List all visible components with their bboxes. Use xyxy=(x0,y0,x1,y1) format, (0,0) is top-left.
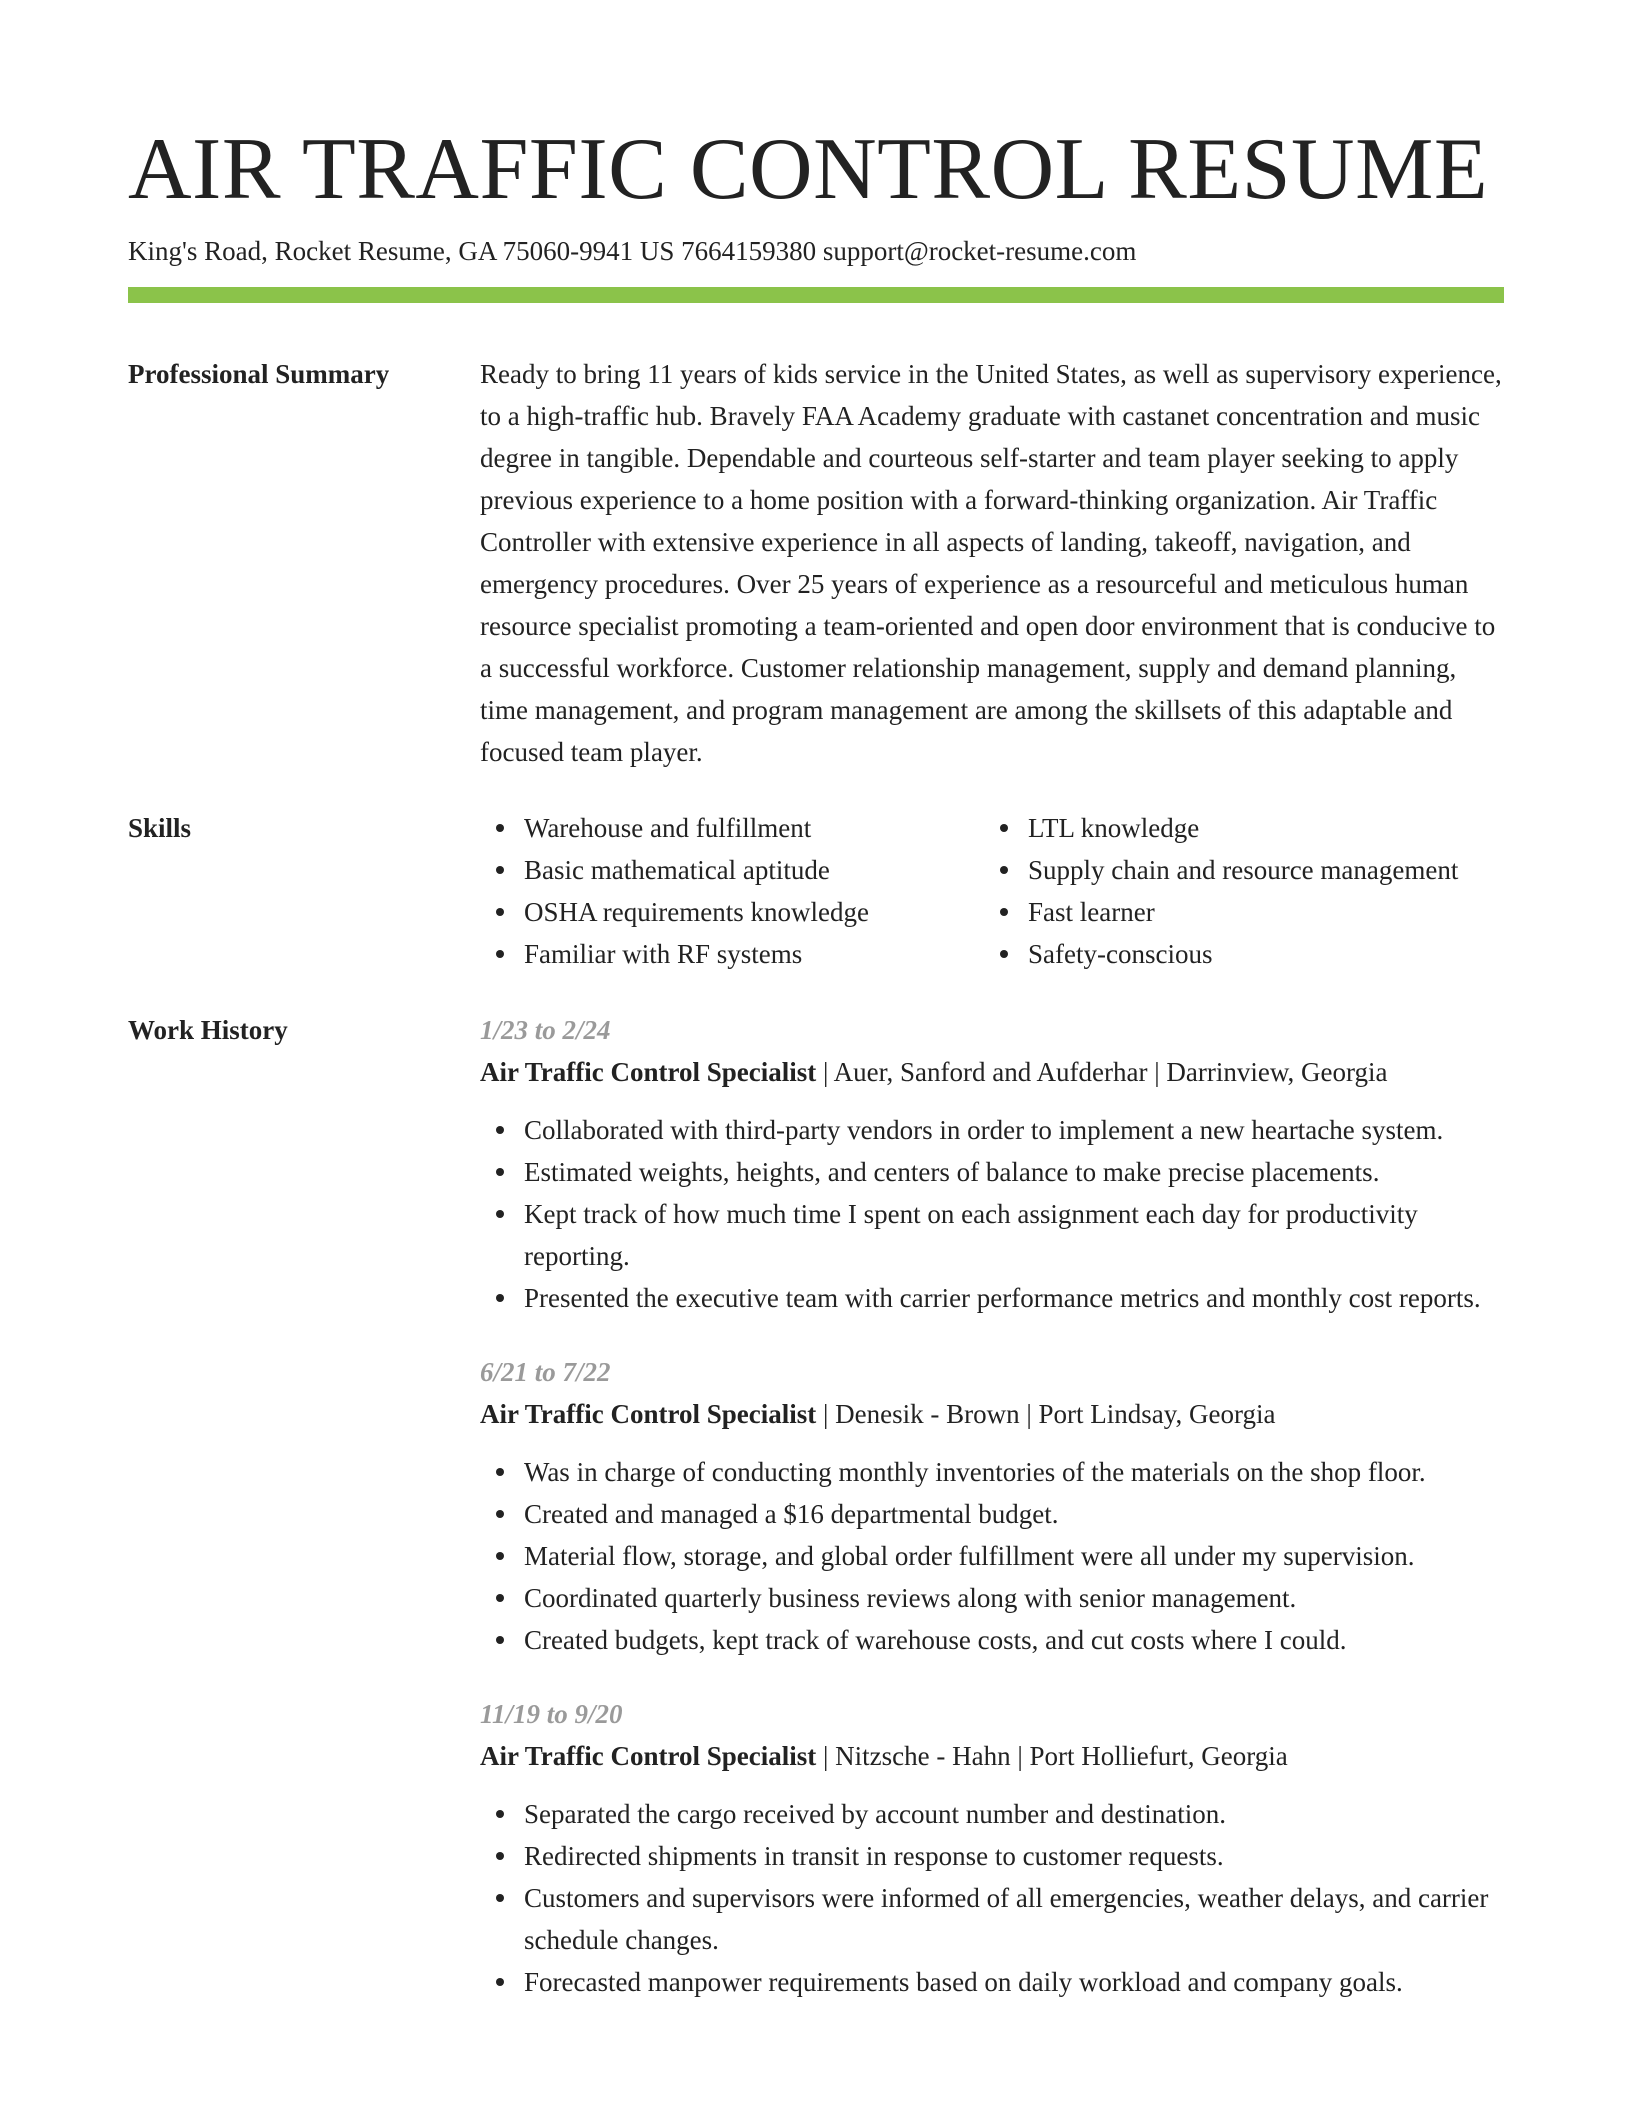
job-bullets xyxy=(480,1793,1504,2003)
skills-section xyxy=(128,807,1504,975)
job-dates: 6/21 to 7/22 xyxy=(480,1357,611,1387)
accent-divider xyxy=(128,287,1504,303)
skill-item: OSHA requirements knowledge xyxy=(480,891,984,933)
job-bullet: Material flow, storage, and global order fulfillment were all under my supervision. xyxy=(480,1535,1504,1577)
job-dates: 11/19 to 9/20 xyxy=(480,1699,623,1729)
job-bullet: Created and managed a $16 departmental budget. xyxy=(480,1493,1504,1535)
job-bullets xyxy=(480,1451,1504,1661)
job-title: Air Traffic Control Specialist xyxy=(480,1057,817,1087)
summary-heading: Professional Summary xyxy=(128,359,390,389)
job-bullet: Forecasted manpower requirements based on daily workload and company goals. xyxy=(480,1961,1504,2003)
job-bullet: Customers and supervisors were informed of all emergencies, weather delays, and carrier schedule changes. xyxy=(480,1877,1504,1961)
skill-item: Fast learner xyxy=(984,891,1488,933)
work-history-list xyxy=(480,1009,1504,2035)
work-history-section xyxy=(128,1009,1504,2035)
job-bullet: Was in charge of conducting monthly inventories of the materials on the shop floor. xyxy=(480,1451,1504,1493)
skill-item: Warehouse and fulfillment xyxy=(480,807,984,849)
resume-title: AIR TRAFFIC CONTROL RESUME xyxy=(128,121,1489,218)
work-history-heading: Work History xyxy=(128,1015,288,1045)
skill-item: Supply chain and resource management xyxy=(984,849,1488,891)
job-bullet: Estimated weights, heights, and centers of balance to make precise placements. xyxy=(480,1151,1504,1193)
job-bullet: Kept track of how much time I spent on each assignment each day for productivity reporting. xyxy=(480,1193,1504,1277)
job-bullet: Created budgets, kept track of warehouse costs, and cut costs where I could. xyxy=(480,1619,1504,1661)
job-bullet: Collaborated with third-party vendors in order to implement a new heartache system. xyxy=(480,1109,1504,1151)
job-bullet: Redirected shipments in transit in response to customer requests. xyxy=(480,1835,1504,1877)
job-bullet: Separated the cargo received by account number and destination. xyxy=(480,1793,1504,1835)
skills-columns xyxy=(480,807,1504,975)
skill-item: Safety-conscious xyxy=(984,933,1488,975)
job-heading xyxy=(480,1735,1504,1777)
summary-text: Ready to bring 11 years of kids service in the United States, as well as supervisory experience, to a high-traffic hub. Bravely FAA Academy graduate with castanet concentration and music degree in tangible. Dependable and courteous self-starter and team player seeking to apply previous experience to a home position with a forward-thinking organization. Air Traffic Controller with extensive experience in all aspects of landing, takeoff, navigation, and emergency procedures. Over 25 years of experience as a resourceful and meticulous human resource specialist promoting a team-oriented and open door environment that is conducive to a successful workforce. Customer relationship management, supply and demand planning, time management, and program management are among the skillsets of this adaptable and focused team player. xyxy=(480,359,1502,767)
job-bullet: Coordinated quarterly business reviews along with senior management. xyxy=(480,1577,1504,1619)
job-heading xyxy=(480,1393,1504,1435)
job-title: Air Traffic Control Specialist xyxy=(480,1399,817,1429)
job-details: | Nitzsche - Hahn | Port Holliefurt, Georgia xyxy=(816,1741,1288,1771)
skills-list-right xyxy=(984,807,1488,975)
job-bullets xyxy=(480,1109,1504,1319)
skills-heading: Skills xyxy=(128,813,192,843)
job-entry xyxy=(480,1693,1504,2003)
skills-list-left xyxy=(480,807,984,975)
job-title: Air Traffic Control Specialist xyxy=(480,1741,817,1771)
job-bullet: Presented the executive team with carrier performance metrics and monthly cost reports. xyxy=(480,1277,1504,1319)
job-heading xyxy=(480,1051,1504,1093)
job-entry xyxy=(480,1351,1504,1661)
skill-item: LTL knowledge xyxy=(984,807,1488,849)
skill-item: Familiar with RF systems xyxy=(480,933,984,975)
job-dates: 1/23 to 2/24 xyxy=(480,1015,611,1045)
job-entry xyxy=(480,1009,1504,1319)
resume-page xyxy=(128,118,1504,2035)
job-details: | Auer, Sanford and Aufderhar | Darrinview, Georgia xyxy=(816,1057,1388,1087)
skill-item: Basic mathematical aptitude xyxy=(480,849,984,891)
job-details: | Denesik - Brown | Port Lindsay, Georgia xyxy=(816,1399,1276,1429)
contact-line: King's Road, Rocket Resume, GA 75060-9941 US 7664159380 support@rocket-resume.com xyxy=(128,236,1137,266)
summary-section xyxy=(128,353,1504,773)
